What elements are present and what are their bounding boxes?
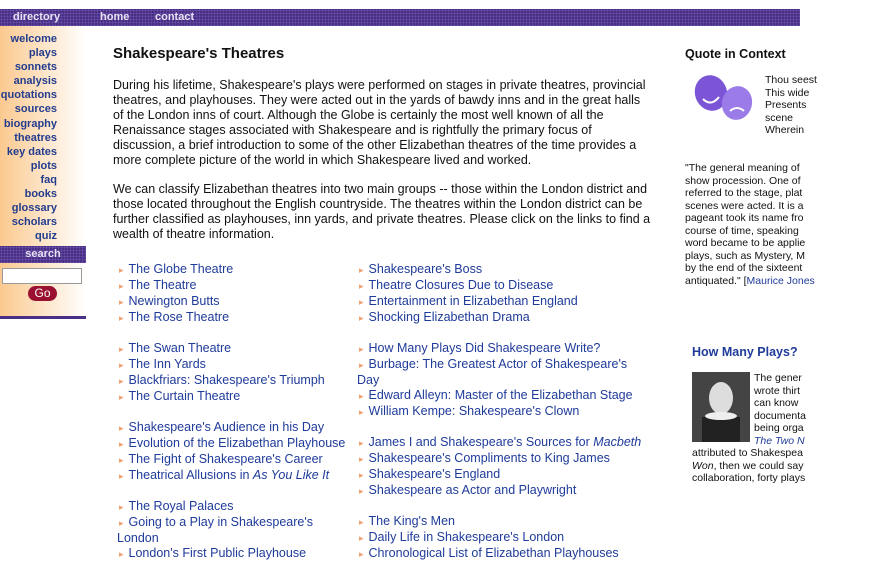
text-line: by the end of the sixteent [685, 262, 803, 274]
text-line: referred to the stage, plat [685, 187, 803, 199]
sidebar-item-scholars[interactable]: scholars [11, 216, 57, 229]
theatre-link[interactable]: ▸ Shakespeare as Actor and Playwright [357, 483, 647, 499]
theatre-link[interactable]: ▸ Daily Life in Shakespeare's London [357, 530, 647, 546]
text-line: word became to be applie [685, 237, 806, 249]
theatre-link[interactable]: ▸ The Rose Theatre [117, 310, 357, 326]
theatre-link[interactable] [357, 435, 647, 451]
links-left [117, 262, 357, 577]
text-line: This wide [765, 86, 810, 99]
sidebar-item-welcome[interactable]: welcome [10, 33, 57, 45]
text-line: show procession. One of [685, 174, 801, 187]
theatre-link[interactable]: ▸ Theatre Closures Due to Disease [357, 278, 647, 294]
nav-contact[interactable]: contact [155, 11, 195, 23]
theatre-link[interactable]: ▸ The Globe Theatre [117, 262, 357, 278]
theatre-link[interactable]: ▸ William Kempe: Shakespeare's Clown [357, 404, 647, 420]
theatre-link[interactable] [117, 468, 357, 484]
text-line: being orga [754, 422, 804, 434]
how-many-plays-title[interactable]: How Many Plays? [692, 345, 798, 359]
page-title: Shakespeare's Theatres [113, 45, 285, 62]
theatre-link[interactable]: ▸ The King's Men [357, 514, 647, 530]
text-line: can know [754, 397, 799, 409]
link-group [357, 262, 647, 326]
sidebar-item-faq[interactable]: faq [40, 173, 57, 186]
shakespeare-portrait [692, 372, 750, 442]
theatre-masks-icon [687, 73, 763, 125]
link-group [357, 514, 647, 562]
theatre-link[interactable]: ▸ The Theatre [117, 278, 357, 294]
link-group [357, 435, 647, 499]
text-line: course of time, speaking [685, 224, 799, 237]
text-line: Thou seest [765, 74, 817, 86]
quote-lines [765, 74, 817, 137]
sidebar-item-theatres[interactable]: theatres [14, 131, 57, 144]
theatre-link[interactable]: ▸ Shakespeare's Boss [357, 262, 647, 278]
theatre-link[interactable]: ▸ Evolution of the Elizabethan Playhouse [117, 436, 357, 452]
link-title-italic: Macbeth [593, 435, 642, 449]
text-line: The gener [754, 372, 802, 384]
classify-paragraph: We can classify Elizabethan theatres into two main groups -- those within the London district and those located throughout the English countryside. The theatres within the London district can be further classified as playhouses, inn yards, and private theatres. Please click on the links to find a wealth of theatre information. [113, 182, 651, 241]
theatre-link[interactable]: ▸ Blackfriars: Shakespeare's Triumph [117, 373, 357, 389]
theatre-link[interactable]: ▸ The Inn Yards [117, 357, 357, 373]
sidebar-item-plays[interactable]: plays [28, 47, 57, 60]
theatre-link[interactable]: ▸ Newington Butts [117, 294, 357, 310]
link-group [117, 499, 357, 562]
go-button[interactable]: Go [28, 286, 57, 301]
link-group [117, 262, 357, 326]
two-noble-link[interactable]: The Two N [754, 434, 805, 447]
nav-directory[interactable]: directory [13, 11, 61, 23]
text-line: documenta [754, 409, 806, 422]
sidebar [0, 26, 86, 246]
how-many-text-2: attributed to Shakespea Won, then we could say collaboration, forty plays [692, 447, 806, 484]
sidebar-item-quiz[interactable]: quiz [35, 230, 57, 243]
text-line: Wherein [765, 124, 805, 136]
text-line: scene [765, 111, 794, 124]
nav-home[interactable]: home [100, 11, 130, 23]
link-title-italic: As You Like It [252, 468, 330, 482]
theatre-link[interactable]: ▸ Shocking Elizabethan Drama [357, 310, 647, 326]
sidebar-item-sonnets[interactable]: sonnets [14, 61, 57, 74]
sidebar-item-quotations[interactable]: quotations [0, 89, 57, 102]
theatre-link[interactable]: ▸ How Many Plays Did Shakespeare Write? [357, 341, 647, 357]
sidebar-item-glossary[interactable]: glossary [11, 202, 57, 215]
text-line: Presents [765, 99, 807, 111]
link-group [357, 341, 647, 420]
divider [0, 316, 86, 319]
theatre-link[interactable]: ▸ Shakespeare's England [357, 467, 647, 483]
sidebar-item-biography[interactable]: biography [3, 117, 57, 130]
link-text: James I and Shakespeare's Sources for [368, 435, 594, 449]
text-line: scenes were acted. It is a [685, 199, 804, 212]
quote-title: Quote in Context [685, 47, 786, 61]
sidebar-item-plots[interactable]: plots [30, 159, 57, 172]
sidebar-item-analysis[interactable]: analysis [13, 75, 57, 88]
theatre-link[interactable]: ▸ Chronological List of Elizabethan Playhouses [357, 546, 647, 562]
intro-paragraph: During his lifetime, Shakespeare's plays were performed on stages in private theatres, provincial theatres, and playhouses. They were acted out in the yards of bawdy inns and in the great halls of the London inns of court. Although the Globe is certainly the most well known of all the Renaissance stages associated with Shakespeare and is rightfully the primary focus of discussion, a brief introduction to some of the other Elizabethan theatres of the time provides a more complete picture of the world in which Shakespeare lived and worked. [113, 78, 646, 167]
sidebar-item-key-dates[interactable]: key dates [6, 145, 57, 158]
text-line: wrote thirt [754, 384, 801, 397]
sidebar-item-sources[interactable]: sources [14, 103, 57, 116]
theatre-link[interactable]: ▸ Going to a Play in Shakespeare's London [117, 515, 357, 546]
search-label: search [0, 246, 86, 263]
theatre-link[interactable]: ▸ Edward Alleyn: Master of the Elizabethan Stage [357, 388, 647, 404]
search-box [0, 263, 86, 317]
theatre-link[interactable]: ▸ The Swan Theatre [117, 341, 357, 357]
sidebar-item-books[interactable]: books [24, 188, 57, 201]
text-line: pageant took its name fro [685, 212, 804, 224]
link-text: Theatrical Allusions in [128, 468, 253, 482]
theatre-link[interactable]: ▸ Entertainment in Elizabethan England [357, 294, 647, 310]
how-many-text [754, 372, 806, 447]
quote-context: "The general meaning of show procession. One of referred to the stage, plat scenes were acted. It is a pageant took its name fro course of time, speaking word became to be applie plays, such as Mystery, M by the end of the sixteent antiquated." [Maurice Jones [685, 162, 815, 287]
links-right [357, 262, 647, 577]
theatre-link[interactable]: ▸ London's First Public Playhouse [117, 546, 357, 562]
text-line: "The general meaning of [685, 162, 800, 174]
search-input[interactable] [2, 268, 82, 284]
theatre-link[interactable]: ▸ Burbage: The Greatest Actor of Shakespeare's Day [357, 357, 647, 388]
theatre-link[interactable]: ▸ The Curtain Theatre [117, 389, 357, 405]
author-link[interactable]: Maurice Jones [746, 274, 815, 287]
link-group [117, 341, 357, 405]
top-nav [0, 9, 800, 26]
theatre-link[interactable]: ▸ The Fight of Shakespeare's Career [117, 452, 357, 468]
theatre-link[interactable]: ▸ Shakespeare's Compliments to King James [357, 451, 647, 467]
theatre-link[interactable]: ▸ The Royal Palaces [117, 499, 357, 515]
link-group [117, 420, 357, 484]
text-line: plays, such as Mystery, M [685, 249, 806, 262]
theatre-link[interactable]: ▸ Shakespeare's Audience in his Day [117, 420, 357, 436]
